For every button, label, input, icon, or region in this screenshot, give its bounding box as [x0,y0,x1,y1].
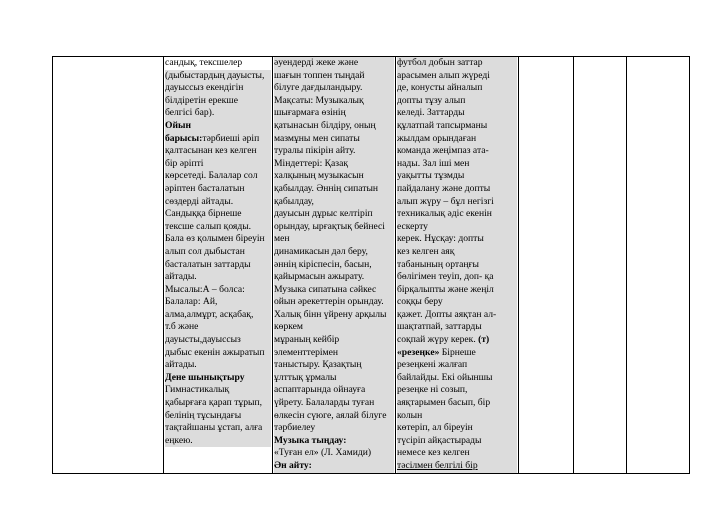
text-line [397,347,517,360]
text-line-main: Міндеттері: Қазақ [274,157,349,169]
text-line [165,170,271,183]
text-line-main: тақтайшаны ұстап, алға [165,422,263,434]
text-line [274,384,394,397]
text-line-main: резеңкені жалғап [397,359,468,371]
text-line [165,359,271,372]
text-line-main: т.б және [165,321,199,333]
text-line [274,82,394,95]
table-row [53,57,690,474]
text-line [165,145,271,158]
cell-music [273,57,396,474]
cell-literacy-game [164,57,273,474]
text-line-main: пайдалану және допты [397,182,491,194]
text-line-main: керек. Нұсқау: допты [397,233,484,245]
text-line [397,133,517,146]
text-line [397,460,517,473]
text-line-main: барысы: [165,132,203,144]
text-line [397,397,517,410]
text-line [165,133,271,146]
text-line-main: мен [274,233,290,245]
text-line [397,384,517,397]
text-line [397,422,517,435]
text-line-main: басталатын заттарды [165,258,251,270]
text-line [397,82,517,95]
text-line [274,284,394,297]
text-line [397,120,517,133]
text-line-main: ұлттық ұрмалы [274,371,337,383]
text-line-main: Мақсаты: Музыкалық [274,94,364,106]
text-line-main: қатынасын білдіру, оның [274,119,376,131]
text-line [274,133,394,146]
text-line-main: жылдам орындаған [397,132,477,144]
text-line [165,183,271,196]
text-line-main: қайырмасын ажырату. [274,271,365,283]
text-line-main: динамикасын дәл беру, [274,245,368,257]
text-line-main: дауысты,дауыссыз [165,334,241,346]
text-line [397,145,517,158]
text-line-main: өлкесін сүюге, аялай білуге [274,409,387,421]
text-line-main: орындау, ырғақтық бейнесі [274,220,385,232]
text-line [397,284,517,297]
text-line-main: белгісі бар). [165,107,215,119]
text-line-main: бірқалыпты және жеңіл [397,283,494,295]
text-line [397,183,517,196]
text-line [165,296,271,309]
text-line [274,183,394,196]
text-line [397,410,517,423]
text-line-main: құлатпай тапсырманы [397,119,488,131]
text-line [397,107,517,120]
text-line [274,334,394,347]
text-line-main: Гимнастикалық [165,384,230,396]
text-line [274,233,394,246]
text-line [274,221,394,234]
text-line [165,233,271,246]
text-line-main: қабылдау, [274,195,314,207]
text-line-main: табанының ортаңғы [397,258,479,270]
text-line [274,158,394,171]
text-line-main: қажет. Допты аяқтан ал- [397,308,497,320]
text-line-main: шақтатпай, заттарды [397,321,482,333]
plan-table [52,56,690,474]
text-line-main: әуендерді жеке және [274,57,359,68]
text-line [165,120,271,133]
text-line-main: немесе кез келген [397,447,470,459]
text-line [274,208,394,221]
text-line-main: алып сол дыбыстан [165,245,245,257]
text-line [274,95,394,108]
text-line-main: дауыссыз екендігін [165,82,244,94]
text-line-tail: (т) [475,334,490,346]
text-line-main: (дыбыстардың дауысты, [165,69,265,81]
text-line-main: айтады. [165,271,197,283]
text-line-main: ойын әрекеттерін орындау. [274,296,384,308]
text-line-main: шағын топпен тыңдай [274,69,365,81]
text-line-main: техникалық әдіс екенін [397,208,492,220]
text-line [165,95,271,108]
text-line-main: соқпай жүру керек. [397,334,476,346]
text-line-main: де, конусты айналып [397,82,483,94]
text-line-main: футбол добын заттар [397,57,483,68]
text-line [165,334,271,347]
text-line-main: соққы беру [397,296,443,308]
text-line [397,233,517,246]
text-line [397,221,517,234]
text-line [397,334,517,347]
text-line-main: «резеңке» [397,346,440,358]
text-line [397,321,517,334]
text-line [274,120,394,133]
text-line [274,70,394,83]
text-line-main: тәсілмен белгілі бір [397,460,478,471]
text-line-main: келеді. Заттарды [397,107,465,119]
text-line-main: таныстыру. Қазақтың [274,359,362,371]
text-line-main: допты тұзу алып [397,94,466,106]
text-line [274,460,394,473]
text-line [397,70,517,83]
text-line [274,309,394,322]
text-line [274,372,394,385]
text-line [274,246,394,259]
text-line-main: бөлігімен теуіп, доп- қа [397,271,494,283]
text-line-main: нады. Зал іші мен [397,157,470,169]
text-line [165,384,271,397]
text-line-main: түсіріп айқастырады [397,434,482,446]
text-line [274,196,394,209]
text-line-main: алып жүру – бұл негізгі [397,195,494,207]
text-line [274,359,394,372]
text-line [397,259,517,272]
text-line [397,435,517,448]
text-line-main: айтады. [165,359,197,371]
text-line [165,82,271,95]
text-line-main: дауысын дұрыс келтіріп [274,208,373,220]
text-line [274,410,394,423]
text-line-main: Музыка сипатына сәйкес [274,283,377,295]
text-line [165,422,271,435]
text-line-main: команда жеңімпаз ата- [397,145,489,157]
text-line [274,422,394,435]
empty-cell-5 [574,57,627,474]
text-line [165,107,271,120]
text-line-main: Ән айту: [274,460,312,471]
text-line [397,296,517,309]
text-line [274,259,394,272]
text-line-main: байлайды. Екі ойыншы [397,371,493,383]
text-line-main: аспаптарында ойнауға [274,384,366,396]
text-line [165,284,271,297]
text-line [165,397,271,410]
text-line-main: «Туған ел» (Л. Хамиди) [274,447,372,459]
text-line [165,57,271,70]
text-line-main: Ойын [165,119,192,131]
text-line [397,196,517,209]
text-line-main: қабырғаға қарап тұрып, [165,397,262,409]
text-line-main: еңкею. [165,434,193,446]
text-line-tail: Бірнеше [439,346,476,358]
text-line [274,347,394,360]
text-line [397,372,517,385]
text-line [165,158,271,171]
text-line-main: бір әріпті [165,157,204,169]
text-line-main: білдіретін ерекше [165,94,238,106]
text-line [274,145,394,158]
text-line [397,359,517,372]
text-line-main: әріптен басталатын [165,182,245,194]
text-line-main: мазмұны мен сипаты [274,132,360,144]
text-line [274,321,394,334]
text-line [274,170,394,183]
text-line [165,221,271,234]
text-line [165,435,271,448]
text-line-main: алма,алмұрт, асқабақ, [165,308,254,320]
text-line [165,347,271,360]
text-line [274,397,394,410]
text-line-main: үйрету. Балаларды туған [274,397,375,409]
text-line [397,246,517,259]
text-line [274,435,394,448]
text-line-main: дыбыс екенін ажыратып [165,346,265,358]
cell-physical-games [396,57,519,474]
text-line-main: колын [397,409,423,421]
text-line [397,170,517,183]
text-line [165,271,271,284]
text-line-main: Дене шынықтыру [165,371,245,383]
text-line-main: ескерту [397,220,428,232]
text-line [397,447,517,460]
text-line-main: тәрбиелеу [274,422,316,434]
text-line [397,57,517,70]
text-line [274,57,394,70]
empty-cell-6 [627,57,690,474]
text-line-main: туралы пікірін айту. [274,145,356,157]
text-line-main: Сандыққа бірнеше [165,208,242,220]
text-line-main: аяқтарымен басып, бір [397,397,491,409]
text-line [397,95,517,108]
text-line [165,309,271,322]
text-line [397,271,517,284]
text-line-main: шығармаға өзінің [274,107,346,119]
text-line-main: сөздерді айтады. [165,195,234,207]
text-line-main: Халық бінн үйрену арқылы [274,308,387,320]
text-line [397,158,517,171]
text-line-main: белінің тұсындағы [165,409,242,421]
text-line [165,410,271,423]
text-line-main: көтеріп, ал біреуін [397,422,473,434]
text-line [165,70,271,83]
text-line [165,321,271,334]
text-line-main: мұраның кейбір [274,334,340,346]
text-line [397,208,517,221]
text-line [274,271,394,284]
text-line [165,196,271,209]
text-line-main: қалтасынан кез келген [165,145,257,157]
text-line [274,107,394,120]
text-line-main: тексше салып қояды. [165,220,252,232]
text-line [397,309,517,322]
text-line-main: Мысалы:А – болса: [165,283,245,295]
text-line [274,447,394,460]
text-line-main: арасымен алып жүреді [397,69,490,81]
text-line-main: сандық, тексшелер [165,57,243,68]
text-line-main: уақытты тұзмды [397,170,465,182]
text-line-main: әннің кіріспесін, басын, [274,258,372,270]
text-line [274,296,394,309]
text-line-main: қабылдау. Әннің сипатын [274,182,379,194]
text-line-main: Бала өз қолымен біреуін [165,233,265,245]
text-line-main: білуге дағдыландыру. [274,82,363,94]
text-line [165,246,271,259]
text-line-main: Балалар: Ай, [165,296,218,308]
text-line-main: резеңке ні созып, [397,384,468,396]
text-line-main: кез келген аяқ [397,245,455,257]
empty-cell-4 [519,57,574,474]
text-line-main: элементтерімен [274,346,339,358]
text-line-main: Музыка тыңдау: [274,434,347,446]
text-line [165,208,271,221]
text-line-tail: тәрбиеші әріп [202,132,260,144]
text-line-main: халқының музыкасын [274,170,364,182]
text-line [165,259,271,272]
text-line [165,372,271,385]
text-line-main: көркем [274,321,304,333]
empty-cell-left [53,57,164,474]
text-line-main: көрсетеді. Балалар сол [165,170,258,182]
